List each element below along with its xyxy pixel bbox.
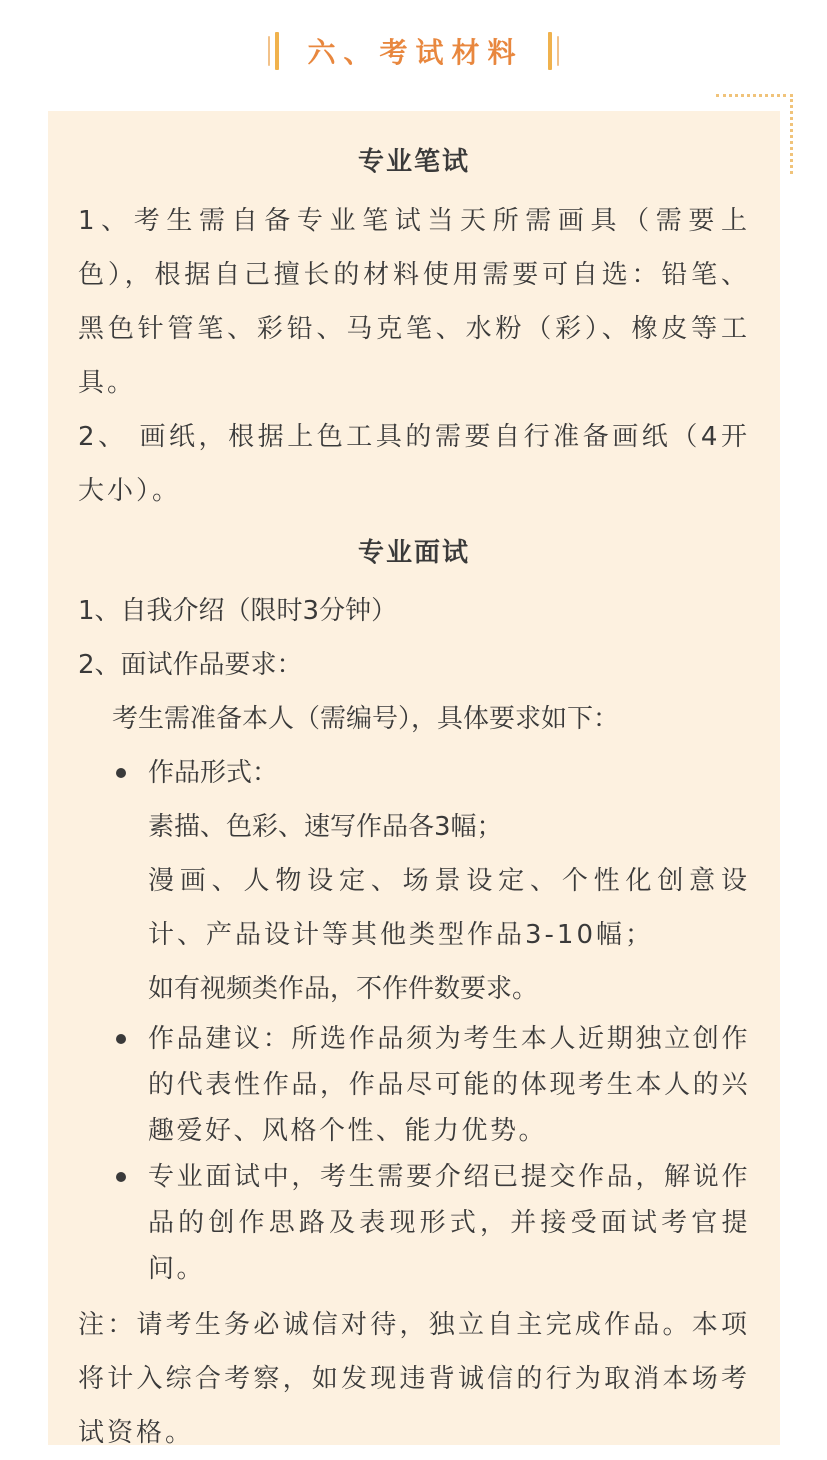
bullet-icon — [116, 1172, 126, 1182]
written-exam-heading: 专业笔试 — [357, 147, 470, 177]
form-line-2: 漫画、人物设定、场景设定、个性化创意设计、产品设计等其他类型作品3-10幅； — [148, 866, 750, 950]
bullet-form — [78, 746, 750, 800]
bullet-icon — [116, 768, 126, 778]
interview-item-2: 2、面试作品要求： — [78, 650, 303, 680]
section-title: 六、考试材料 — [307, 36, 524, 69]
written-item-2: 2、 画纸，根据上色工具的需要自行准备画纸（4开大小）。 — [78, 422, 750, 506]
form-label: 作品形式： — [148, 758, 279, 788]
bar-icon — [275, 32, 279, 70]
form-line-3: 如有视频类作品，不作件数要求。 — [148, 974, 539, 1004]
interview-heading: 专业面试 — [357, 538, 470, 568]
bar-icon — [548, 32, 552, 70]
process-text: 专业面试中，考生需要介绍已提交作品，解说作品的创作思路及表现形式，并接受面试考官提问。 — [148, 1162, 750, 1284]
right-bar-decoration — [548, 31, 559, 71]
written-item-1: 1、考生需自备专业笔试当天所需画具（需要上色），根据自己擅长的材料使用需要可自选：铅笔、黑色针管笔、彩铅、马克笔、水粉（彩）、橡皮等工具。 — [78, 206, 750, 398]
bar-icon — [268, 36, 270, 66]
bullet-suggestion — [78, 1016, 750, 1154]
integrity-note: 注：请考生务必诚信对待，独立自主完成作品。本项将计入综合考察，如发现违背诚信的行为取消本场考试资格。 — [78, 1310, 750, 1448]
suggestion-text: 作品建议：所选作品须为考生本人近期独立创作的代表性作品，作品尽可能的体现考生本人的兴趣爱好、风格个性、能力优势。 — [148, 1024, 750, 1146]
content-body — [78, 132, 750, 1460]
interview-intro: 考生需准备本人（需编号），具体要求如下： — [112, 704, 620, 734]
left-bar-decoration — [268, 31, 279, 71]
form-line-1: 素描、色彩、速写作品各3幅； — [148, 812, 503, 842]
interview-item-1: 1、自我介绍（限时3分钟） — [78, 596, 398, 626]
bullet-icon — [116, 1034, 126, 1044]
bar-icon — [557, 36, 559, 66]
section-header — [0, 28, 827, 74]
bullet-process — [78, 1154, 750, 1292]
